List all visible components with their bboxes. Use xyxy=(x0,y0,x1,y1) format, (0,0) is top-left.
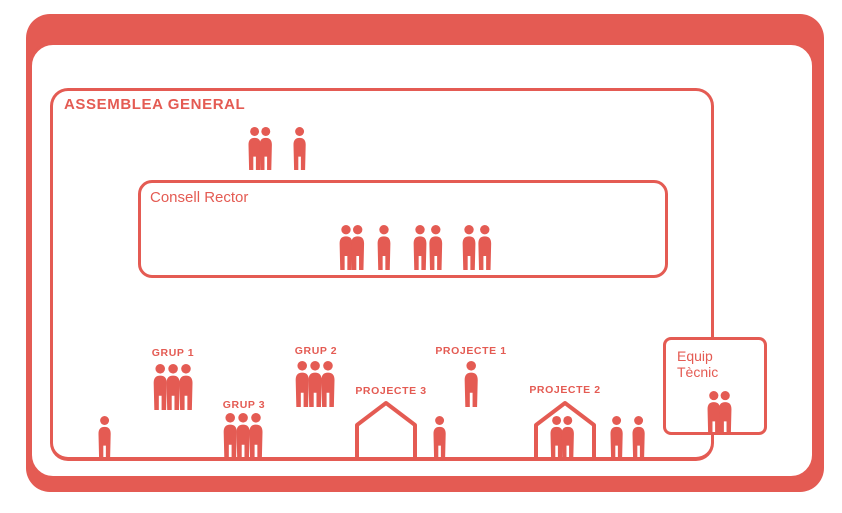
grup-2-label: GRUP 2 xyxy=(294,345,338,357)
people-pair-icon xyxy=(246,127,274,170)
people-pair-icon xyxy=(411,225,445,270)
projecte-1-label: PROJECTE 1 xyxy=(435,345,507,357)
people-pair-icon xyxy=(548,416,576,459)
people-trio-icon xyxy=(221,413,265,459)
person-icon xyxy=(608,416,625,459)
house-icon xyxy=(354,399,418,461)
people-trio-icon xyxy=(293,361,337,407)
equip-tecnic-title: Equip Tècnic xyxy=(677,348,719,380)
person-icon xyxy=(375,225,393,270)
people-pair-icon xyxy=(337,225,367,270)
grup-3-label: GRUP 3 xyxy=(222,399,266,411)
person-icon xyxy=(291,127,308,170)
person-icon xyxy=(96,416,113,459)
projecte-3-label: PROJECTE 3 xyxy=(355,385,427,397)
consell-rector-title: Consell Rector xyxy=(150,189,249,206)
people-pair-icon xyxy=(705,391,734,435)
person-icon xyxy=(431,416,448,459)
people-trio-icon xyxy=(151,364,195,410)
grup-1-label: GRUP 1 xyxy=(151,347,195,359)
people-pair-icon xyxy=(460,225,494,270)
person-icon xyxy=(630,416,647,459)
projecte-2-label: PROJECTE 2 xyxy=(529,384,601,396)
person-icon xyxy=(462,361,480,407)
assemblea-general-title: ASSEMBLEA GENERAL xyxy=(64,96,246,113)
